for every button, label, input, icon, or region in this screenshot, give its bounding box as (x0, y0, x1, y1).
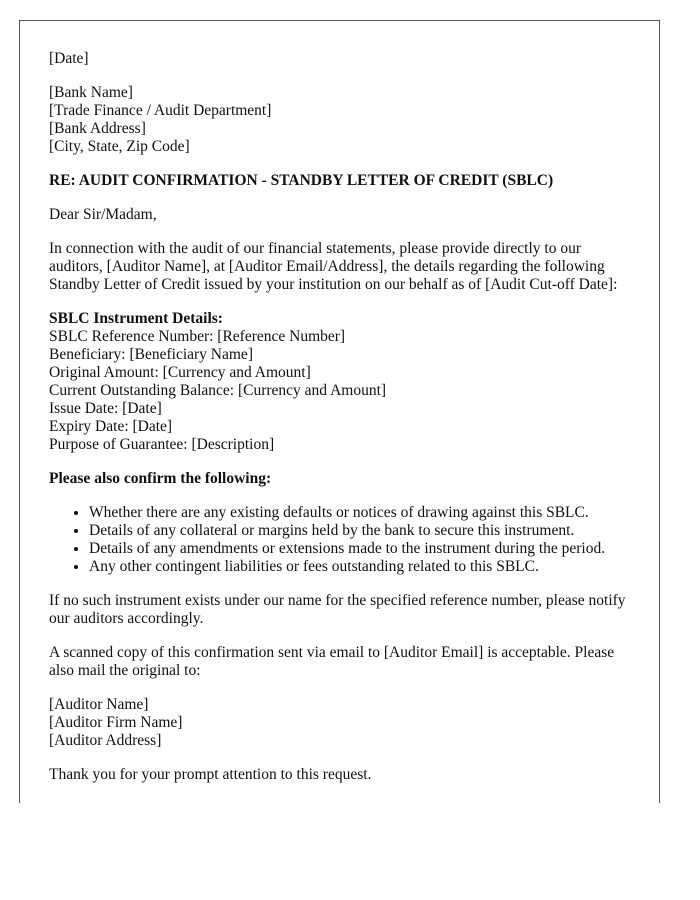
scanned-copy-paragraph: A scanned copy of this confirmation sent via email to [Auditor Email] is acceptable. Please also mail the original to: (49, 644, 615, 679)
details-heading: SBLC Instrument Details: (49, 310, 223, 327)
list-item: • Any other contingent liabilities or fees outstanding related to this SBLC. (89, 558, 629, 576)
auditor-address (49, 696, 629, 750)
no-instrument-paragraph: If no such instrument exists under our name for the specified reference number, please notify our auditors accordingly. (49, 592, 626, 627)
detail-line: Beneficiary: [Beneficiary Name] (49, 346, 253, 363)
bank-department: [Trade Finance / Audit Department] (49, 102, 272, 119)
auditor-name: [Auditor Name] (49, 696, 149, 713)
auditor-firm: [Auditor Firm Name] (49, 714, 183, 731)
detail-line: Expiry Date: [Date] (49, 418, 173, 435)
list-item: • Whether there are any existing defaults or notices of drawing against this SBLC. (89, 504, 629, 522)
detail-line: SBLC Reference Number: [Reference Number] (49, 328, 346, 345)
detail-line: Current Outstanding Balance: [Currency and Amount] (49, 382, 387, 399)
auditor-address-line: [Auditor Address] (49, 732, 162, 749)
detail-line: Purpose of Guarantee: [Description] (49, 436, 275, 453)
detail-line: Issue Date: [Date] (49, 400, 162, 417)
recipient-address (49, 84, 629, 156)
list-item: • Details of any collateral or margins held by the bank to secure this instrument. (89, 522, 629, 540)
bank-address: [Bank Address] (49, 120, 146, 137)
confirm-list (49, 504, 629, 576)
confirm-heading: Please also confirm the following: (49, 470, 272, 487)
detail-line: Original Amount: [Currency and Amount] (49, 364, 311, 381)
closing: Thank you for your prompt attention to this request. (49, 766, 372, 783)
list-item: • Details of any amendments or extensions made to the instrument during the period. (89, 540, 629, 558)
bank-name: [Bank Name] (49, 84, 133, 101)
letter-page (19, 20, 660, 803)
bank-city: [City, State, Zip Code] (49, 138, 190, 155)
sblc-details (49, 310, 629, 454)
intro-paragraph: In connection with the audit of our financial statements, please provide directly to our auditors, [Auditor Name], at [Auditor Email/Address], the details regarding the following Standby Letter of Credit issued by your institution on our behalf as of [Audit Cut-off Date]: (49, 240, 618, 293)
subject-line: RE: AUDIT CONFIRMATION - STANDBY LETTER OF CREDIT (SBLC) (49, 172, 554, 189)
date: [Date] (49, 50, 89, 67)
salutation: Dear Sir/Madam, (49, 206, 157, 223)
